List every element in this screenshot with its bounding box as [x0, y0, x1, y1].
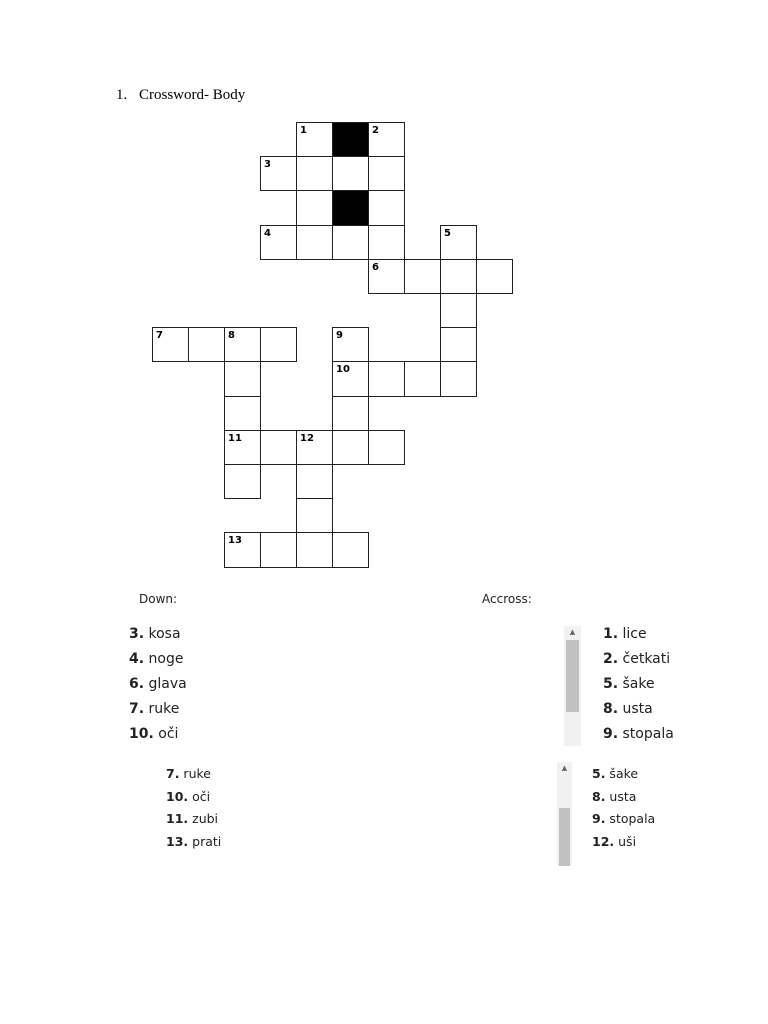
crossword-cell[interactable] — [296, 156, 333, 191]
crossword-cell[interactable] — [296, 464, 333, 499]
clue-number: 11 — [228, 432, 242, 444]
clue-number: 12 — [300, 432, 314, 444]
clue-item-number: 10. — [129, 726, 154, 742]
scroll-up-arrow-icon[interactable]: ▲ — [569, 628, 576, 636]
crossword-cell[interactable] — [440, 259, 477, 294]
crossword-cell[interactable] — [368, 156, 405, 191]
clue-item — [129, 626, 187, 651]
clue-item — [603, 651, 674, 676]
clue-item-number: 4. — [129, 651, 145, 667]
clue-item-word: noge — [144, 651, 184, 667]
clue-item — [603, 676, 674, 701]
crossword-cell[interactable] — [332, 361, 369, 396]
crossword-cell[interactable] — [260, 225, 297, 260]
crossword-cell[interactable] — [368, 430, 405, 465]
clue-item-number: 10. — [166, 788, 189, 804]
crossword-cell[interactable] — [332, 225, 369, 260]
clue-item-number: 7. — [129, 701, 145, 717]
clue-list-left-top — [129, 626, 187, 751]
crossword-cell[interactable] — [188, 327, 225, 362]
clue-item-number: 5. — [592, 766, 606, 781]
clue-item — [129, 701, 187, 726]
clue-item — [592, 811, 655, 834]
clue-item-word: oči — [188, 788, 211, 804]
clue-item-word: šake — [618, 676, 655, 692]
clue-number: 5 — [444, 227, 451, 239]
crossword-cell[interactable] — [332, 156, 369, 191]
clue-item-number: 9. — [603, 726, 619, 742]
clue-item-number: 11. — [166, 811, 189, 826]
clue-item-word: stopala — [618, 726, 674, 742]
clue-item-number: 6. — [129, 676, 145, 692]
crossword-cell[interactable] — [224, 464, 261, 499]
scrollbar-thumb[interactable] — [559, 808, 570, 866]
clue-item-number: 2. — [603, 651, 619, 667]
clue-number: 7 — [156, 330, 163, 342]
clue-item — [603, 701, 674, 726]
crossword-cell[interactable] — [260, 156, 297, 191]
down-label: Down: — [139, 592, 178, 606]
clue-item-number: 5. — [603, 676, 619, 692]
crossword-cell[interactable] — [152, 327, 189, 362]
clue-number: 8 — [228, 330, 235, 342]
clue-item-number: 13. — [166, 833, 189, 849]
clue-item-word: glava — [144, 676, 187, 692]
clue-item-word: stopala — [605, 811, 656, 826]
crossword-cell[interactable] — [224, 327, 261, 362]
clue-item-word: prati — [188, 833, 222, 849]
clue-list-left-bottom — [166, 766, 221, 856]
clue-item-word: lice — [618, 626, 647, 642]
scrollbar-thumb[interactable] — [566, 640, 579, 712]
crossword-cell[interactable] — [368, 190, 405, 225]
crossword-cell[interactable] — [296, 190, 333, 225]
clue-item-word: ruke — [144, 701, 180, 717]
clue-item-word: četkati — [618, 651, 671, 667]
clue-item-word: usta — [618, 701, 653, 717]
clue-number: 13 — [228, 535, 242, 547]
clue-number: 3 — [264, 159, 271, 171]
crossword-cell[interactable] — [332, 532, 369, 567]
crossword-cell[interactable] — [404, 259, 441, 294]
crossword-cell[interactable] — [440, 293, 477, 328]
crossword-cell[interactable] — [224, 396, 261, 431]
clue-list-right-bottom — [592, 766, 655, 856]
clue-item — [592, 789, 655, 812]
crossword-cell[interactable] — [260, 430, 297, 465]
crossword-cell[interactable] — [296, 532, 333, 567]
clue-item — [129, 676, 187, 701]
clue-item-word: usta — [605, 788, 637, 804]
black-square — [332, 122, 369, 157]
black-square — [332, 190, 369, 225]
clue-item — [603, 726, 674, 751]
clue-item-number: 12. — [592, 833, 615, 849]
across-label: Accross: — [482, 592, 532, 606]
clue-item — [603, 626, 674, 651]
crossword-cell[interactable] — [224, 361, 261, 396]
crossword-cell[interactable] — [224, 430, 261, 465]
clue-number: 1 — [300, 125, 307, 136]
crossword-cell[interactable] — [440, 361, 477, 396]
crossword-cell[interactable] — [368, 225, 405, 260]
clue-item-word: ruke — [179, 766, 211, 781]
crossword-cell[interactable] — [440, 225, 477, 260]
clue-item-number: 8. — [592, 788, 606, 804]
scrollbar-top[interactable] — [564, 626, 581, 746]
scroll-up-arrow-icon[interactable]: ▲ — [561, 764, 568, 772]
clue-list-right-top — [603, 626, 674, 751]
crossword-cell[interactable] — [368, 259, 405, 294]
clue-item — [166, 834, 221, 857]
crossword-cell[interactable] — [224, 532, 261, 567]
clue-item-number: 3. — [129, 626, 145, 642]
clue-number: 4 — [264, 227, 271, 239]
clue-item — [592, 766, 655, 789]
clue-number: 2 — [372, 125, 379, 136]
crossword-cell[interactable] — [260, 532, 297, 567]
crossword-cell[interactable] — [332, 327, 369, 362]
clue-item-number: 1. — [603, 626, 619, 642]
crossword-cell[interactable] — [404, 361, 441, 396]
crossword-cell[interactable] — [260, 327, 297, 362]
clue-item — [592, 834, 655, 857]
clue-item-word: uši — [614, 833, 637, 849]
clue-item-word: zubi — [188, 811, 219, 826]
clue-item-word: kosa — [144, 626, 181, 642]
scrollbar-bottom[interactable] — [557, 762, 572, 866]
crossword-cell[interactable] — [296, 498, 333, 533]
clue-item — [129, 726, 187, 751]
crossword-cell[interactable] — [332, 396, 369, 431]
crossword-cell[interactable] — [332, 430, 369, 465]
clue-item-word: šake — [605, 766, 639, 781]
clue-number: 10 — [336, 364, 350, 376]
clue-item — [166, 811, 221, 834]
clue-item-number: 8. — [603, 701, 619, 717]
clue-number: 6 — [372, 261, 379, 273]
clue-item — [166, 766, 221, 789]
crossword-cell[interactable] — [476, 259, 513, 294]
heading-number: 1. — [116, 87, 128, 103]
clue-item-word: oči — [153, 726, 179, 742]
clue-item-number: 9. — [592, 811, 606, 826]
crossword-cell[interactable] — [368, 361, 405, 396]
heading-text: Crossword- Body — [139, 87, 246, 103]
clue-number: 9 — [336, 330, 343, 342]
clue-item — [166, 789, 221, 812]
crossword-cell[interactable] — [296, 122, 333, 157]
crossword-cell[interactable] — [296, 225, 333, 260]
crossword-cell[interactable] — [368, 122, 405, 157]
crossword-cell[interactable] — [296, 430, 333, 465]
crossword-cell[interactable] — [440, 327, 477, 362]
clue-item-number: 7. — [166, 766, 180, 781]
clue-item — [129, 651, 187, 676]
